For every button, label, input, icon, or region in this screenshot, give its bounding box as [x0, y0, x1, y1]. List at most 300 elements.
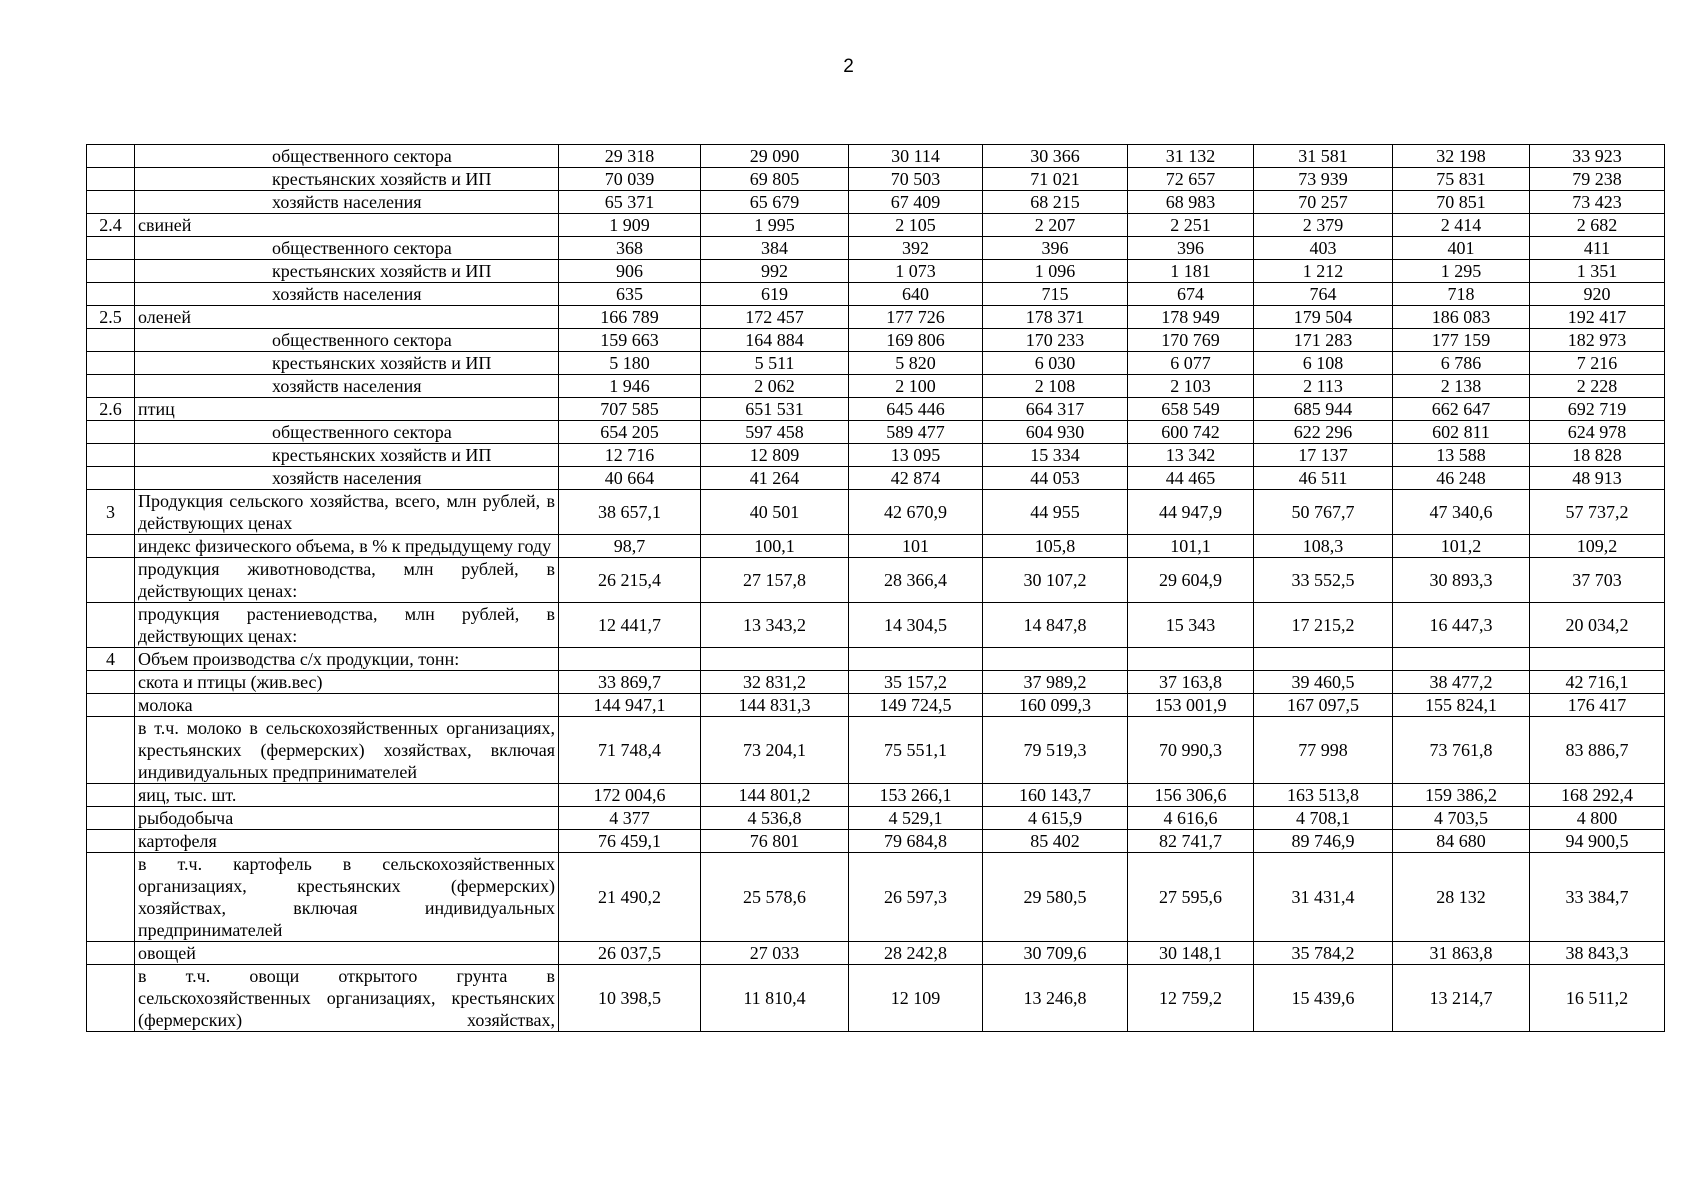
value-cell: 177 726 [849, 306, 983, 329]
value-cell: 15 439,6 [1254, 965, 1393, 1032]
value-cell: 396 [983, 237, 1128, 260]
value-cell: 30 893,3 [1393, 558, 1530, 603]
value-cell: 76 459,1 [559, 830, 701, 853]
value-cell: 186 083 [1393, 306, 1530, 329]
value-cell: 13 214,7 [1393, 965, 1530, 1032]
value-cell: 85 402 [983, 830, 1128, 853]
value-cell: 392 [849, 237, 983, 260]
table-row [87, 421, 1665, 444]
table-body [87, 145, 1665, 1032]
value-cell: 635 [559, 283, 701, 306]
row-number [87, 965, 135, 1032]
value-cell [983, 648, 1128, 671]
value-cell: 920 [1530, 283, 1665, 306]
value-cell: 160 099,3 [983, 694, 1128, 717]
value-cell: 167 097,5 [1254, 694, 1393, 717]
value-cell: 13 342 [1128, 444, 1254, 467]
value-cell: 384 [701, 237, 849, 260]
value-cell: 176 417 [1530, 694, 1665, 717]
value-cell: 69 805 [701, 168, 849, 191]
table-row [87, 283, 1665, 306]
row-indicator-name: хозяйств населения [135, 375, 559, 398]
table-row [87, 467, 1665, 490]
value-cell [849, 648, 983, 671]
table-row [87, 352, 1665, 375]
value-cell: 149 724,5 [849, 694, 983, 717]
value-cell: 654 205 [559, 421, 701, 444]
value-cell: 718 [1393, 283, 1530, 306]
table-row [87, 444, 1665, 467]
value-cell [1530, 648, 1665, 671]
value-cell: 73 423 [1530, 191, 1665, 214]
value-cell: 28 366,4 [849, 558, 983, 603]
value-cell: 39 460,5 [1254, 671, 1393, 694]
row-indicator-name: хозяйств населения [135, 467, 559, 490]
value-cell: 31 132 [1128, 145, 1254, 168]
value-cell: 2 207 [983, 214, 1128, 237]
value-cell: 153 266,1 [849, 784, 983, 807]
value-cell: 2 379 [1254, 214, 1393, 237]
value-cell: 44 053 [983, 467, 1128, 490]
value-cell: 101,2 [1393, 535, 1530, 558]
table-row [87, 942, 1665, 965]
value-cell: 31 431,4 [1254, 853, 1393, 942]
row-number [87, 168, 135, 191]
value-cell: 14 304,5 [849, 603, 983, 648]
value-cell: 179 504 [1254, 306, 1393, 329]
value-cell: 42 874 [849, 467, 983, 490]
value-cell: 153 001,9 [1128, 694, 1254, 717]
value-cell: 30 107,2 [983, 558, 1128, 603]
row-number [87, 421, 135, 444]
value-cell: 177 159 [1393, 329, 1530, 352]
value-cell: 101 [849, 535, 983, 558]
row-indicator-name: хозяйств населения [135, 191, 559, 214]
value-cell: 764 [1254, 283, 1393, 306]
value-cell: 4 703,5 [1393, 807, 1530, 830]
row-indicator-name: оленей [135, 306, 559, 329]
value-cell: 4 529,1 [849, 807, 983, 830]
value-cell: 1 096 [983, 260, 1128, 283]
table-row [87, 375, 1665, 398]
value-cell: 27 595,6 [1128, 853, 1254, 942]
value-cell: 2 105 [849, 214, 983, 237]
value-cell: 368 [559, 237, 701, 260]
value-cell: 1 351 [1530, 260, 1665, 283]
value-cell: 30 148,1 [1128, 942, 1254, 965]
value-cell: 144 801,2 [701, 784, 849, 807]
row-number [87, 467, 135, 490]
value-cell: 89 746,9 [1254, 830, 1393, 853]
value-cell: 692 719 [1530, 398, 1665, 421]
value-cell: 6 077 [1128, 352, 1254, 375]
value-cell: 2 682 [1530, 214, 1665, 237]
value-cell: 30 114 [849, 145, 983, 168]
table-row [87, 191, 1665, 214]
row-number [87, 535, 135, 558]
row-number [87, 375, 135, 398]
value-cell: 1 946 [559, 375, 701, 398]
value-cell: 12 759,2 [1128, 965, 1254, 1032]
value-cell: 70 851 [1393, 191, 1530, 214]
row-number [87, 830, 135, 853]
value-cell: 105,8 [983, 535, 1128, 558]
value-cell: 70 039 [559, 168, 701, 191]
table-row [87, 965, 1665, 1032]
table-row [87, 168, 1665, 191]
value-cell: 2 108 [983, 375, 1128, 398]
row-indicator-name: рыбодобыча [135, 807, 559, 830]
value-cell: 6 108 [1254, 352, 1393, 375]
value-cell: 4 615,9 [983, 807, 1128, 830]
value-cell: 17 137 [1254, 444, 1393, 467]
value-cell: 5 511 [701, 352, 849, 375]
row-indicator-name: молока [135, 694, 559, 717]
value-cell: 164 884 [701, 329, 849, 352]
value-cell: 73 204,1 [701, 717, 849, 784]
value-cell: 2 062 [701, 375, 849, 398]
value-cell: 15 343 [1128, 603, 1254, 648]
value-cell: 707 585 [559, 398, 701, 421]
value-cell: 37 163,8 [1128, 671, 1254, 694]
value-cell: 2 103 [1128, 375, 1254, 398]
value-cell: 1 181 [1128, 260, 1254, 283]
row-indicator-name: скота и птицы (жив.вес) [135, 671, 559, 694]
row-indicator-name: картофеля [135, 830, 559, 853]
value-cell [1393, 648, 1530, 671]
value-cell: 32 831,2 [701, 671, 849, 694]
value-cell [701, 648, 849, 671]
value-cell: 26 215,4 [559, 558, 701, 603]
value-cell: 42 716,1 [1530, 671, 1665, 694]
value-cell: 73 939 [1254, 168, 1393, 191]
value-cell: 40 501 [701, 490, 849, 535]
value-cell: 77 998 [1254, 717, 1393, 784]
table-row [87, 490, 1665, 535]
table-row [87, 306, 1665, 329]
row-number [87, 853, 135, 942]
value-cell: 44 947,9 [1128, 490, 1254, 535]
row-indicator-name: крестьянских хозяйств и ИП [135, 260, 559, 283]
value-cell: 13 343,2 [701, 603, 849, 648]
value-cell: 166 789 [559, 306, 701, 329]
row-number: 2.6 [87, 398, 135, 421]
value-cell: 1 212 [1254, 260, 1393, 283]
value-cell: 192 417 [1530, 306, 1665, 329]
row-number [87, 145, 135, 168]
value-cell: 2 414 [1393, 214, 1530, 237]
value-cell: 2 113 [1254, 375, 1393, 398]
value-cell: 172 457 [701, 306, 849, 329]
value-cell: 170 769 [1128, 329, 1254, 352]
row-indicator-name: Объем производства с/х продукции, тонн: [135, 648, 559, 671]
value-cell: 715 [983, 283, 1128, 306]
value-cell: 16 447,3 [1393, 603, 1530, 648]
value-cell: 44 955 [983, 490, 1128, 535]
value-cell: 396 [1128, 237, 1254, 260]
value-cell: 170 233 [983, 329, 1128, 352]
value-cell: 1 295 [1393, 260, 1530, 283]
value-cell: 28 132 [1393, 853, 1530, 942]
table-row [87, 535, 1665, 558]
value-cell: 29 604,9 [1128, 558, 1254, 603]
value-cell: 75 831 [1393, 168, 1530, 191]
value-cell: 12 716 [559, 444, 701, 467]
value-cell: 619 [701, 283, 849, 306]
value-cell [559, 648, 701, 671]
table-row [87, 648, 1665, 671]
value-cell: 664 317 [983, 398, 1128, 421]
value-cell: 76 801 [701, 830, 849, 853]
value-cell: 101,1 [1128, 535, 1254, 558]
value-cell: 29 318 [559, 145, 701, 168]
table-row [87, 558, 1665, 603]
table-row [87, 694, 1665, 717]
value-cell: 6 786 [1393, 352, 1530, 375]
value-cell: 98,7 [559, 535, 701, 558]
value-cell: 57 737,2 [1530, 490, 1665, 535]
row-number [87, 444, 135, 467]
value-cell: 33 384,7 [1530, 853, 1665, 942]
value-cell: 12 809 [701, 444, 849, 467]
value-cell: 73 761,8 [1393, 717, 1530, 784]
value-cell: 2 138 [1393, 375, 1530, 398]
row-indicator-name: продукция животноводства, млн рублей, в действующих ценах: [135, 558, 559, 603]
value-cell: 28 242,8 [849, 942, 983, 965]
value-cell: 35 784,2 [1254, 942, 1393, 965]
row-indicator-name: общественного сектора [135, 329, 559, 352]
table-row [87, 853, 1665, 942]
row-number [87, 352, 135, 375]
value-cell: 33 552,5 [1254, 558, 1393, 603]
value-cell: 169 806 [849, 329, 983, 352]
table-row [87, 717, 1665, 784]
row-indicator-name: индекс физического объема, в % к предыдущему году [135, 535, 559, 558]
value-cell: 906 [559, 260, 701, 283]
value-cell: 109,2 [1530, 535, 1665, 558]
value-cell: 1 073 [849, 260, 983, 283]
value-cell: 100,1 [701, 535, 849, 558]
value-cell: 163 513,8 [1254, 784, 1393, 807]
row-number [87, 237, 135, 260]
value-cell: 38 477,2 [1393, 671, 1530, 694]
value-cell: 645 446 [849, 398, 983, 421]
table-row [87, 329, 1665, 352]
value-cell: 651 531 [701, 398, 849, 421]
page-number: 2 [843, 56, 854, 77]
table-row [87, 260, 1665, 283]
row-number [87, 942, 135, 965]
value-cell: 71 021 [983, 168, 1128, 191]
row-number [87, 260, 135, 283]
value-cell: 602 811 [1393, 421, 1530, 444]
value-cell: 155 824,1 [1393, 694, 1530, 717]
value-cell: 622 296 [1254, 421, 1393, 444]
value-cell: 13 095 [849, 444, 983, 467]
value-cell: 2 100 [849, 375, 983, 398]
value-cell: 4 377 [559, 807, 701, 830]
value-cell: 47 340,6 [1393, 490, 1530, 535]
value-cell: 992 [701, 260, 849, 283]
row-number [87, 191, 135, 214]
value-cell: 12 441,7 [559, 603, 701, 648]
value-cell: 33 869,7 [559, 671, 701, 694]
row-number [87, 283, 135, 306]
value-cell: 178 371 [983, 306, 1128, 329]
value-cell [1128, 648, 1254, 671]
row-indicator-name: свиней [135, 214, 559, 237]
value-cell: 108,3 [1254, 535, 1393, 558]
row-indicator-name: овощей [135, 942, 559, 965]
value-cell: 37 703 [1530, 558, 1665, 603]
row-indicator-name: общественного сектора [135, 145, 559, 168]
row-number [87, 329, 135, 352]
value-cell: 10 398,5 [559, 965, 701, 1032]
row-number: 3 [87, 490, 135, 535]
row-indicator-name: продукция растениеводства, млн рублей, в действующих ценах: [135, 603, 559, 648]
table-row [87, 807, 1665, 830]
value-cell: 144 947,1 [559, 694, 701, 717]
value-cell: 156 306,6 [1128, 784, 1254, 807]
row-indicator-name: в т.ч. молоко в сельскохозяйственных организациях, крестьянских (фермерских) хозяйствах, включая индивидуальных предпринимателей [135, 717, 559, 784]
value-cell: 71 748,4 [559, 717, 701, 784]
value-cell: 30 366 [983, 145, 1128, 168]
value-cell: 68 983 [1128, 191, 1254, 214]
value-cell: 658 549 [1128, 398, 1254, 421]
value-cell: 16 511,2 [1530, 965, 1665, 1032]
table-row [87, 145, 1665, 168]
table-row [87, 214, 1665, 237]
row-number [87, 717, 135, 784]
value-cell: 75 551,1 [849, 717, 983, 784]
statistics-table [86, 144, 1665, 1032]
table-row [87, 603, 1665, 648]
value-cell: 182 973 [1530, 329, 1665, 352]
table-row [87, 784, 1665, 807]
value-cell: 21 490,2 [559, 853, 701, 942]
row-indicator-name: Продукция сельского хозяйства, всего, млн рублей, в действующих ценах [135, 490, 559, 535]
value-cell: 26 037,5 [559, 942, 701, 965]
value-cell: 18 828 [1530, 444, 1665, 467]
table-row [87, 830, 1665, 853]
value-cell: 30 709,6 [983, 942, 1128, 965]
value-cell: 401 [1393, 237, 1530, 260]
value-cell: 40 664 [559, 467, 701, 490]
value-cell: 624 978 [1530, 421, 1665, 444]
row-indicator-name: яиц, тыс. шт. [135, 784, 559, 807]
value-cell: 159 663 [559, 329, 701, 352]
value-cell: 13 588 [1393, 444, 1530, 467]
value-cell: 403 [1254, 237, 1393, 260]
value-cell: 589 477 [849, 421, 983, 444]
value-cell: 38 843,3 [1530, 942, 1665, 965]
value-cell: 67 409 [849, 191, 983, 214]
value-cell: 27 157,8 [701, 558, 849, 603]
value-cell: 25 578,6 [701, 853, 849, 942]
value-cell: 5 820 [849, 352, 983, 375]
value-cell: 70 257 [1254, 191, 1393, 214]
row-indicator-name: крестьянских хозяйств и ИП [135, 168, 559, 191]
value-cell: 82 741,7 [1128, 830, 1254, 853]
value-cell: 32 198 [1393, 145, 1530, 168]
value-cell: 37 989,2 [983, 671, 1128, 694]
row-indicator-name: общественного сектора [135, 237, 559, 260]
value-cell: 172 004,6 [559, 784, 701, 807]
value-cell: 41 264 [701, 467, 849, 490]
value-cell: 46 248 [1393, 467, 1530, 490]
value-cell: 674 [1128, 283, 1254, 306]
value-cell: 17 215,2 [1254, 603, 1393, 648]
row-number [87, 807, 135, 830]
value-cell: 94 900,5 [1530, 830, 1665, 853]
row-number: 2.5 [87, 306, 135, 329]
row-indicator-name: птиц [135, 398, 559, 421]
value-cell: 144 831,3 [701, 694, 849, 717]
value-cell: 12 109 [849, 965, 983, 1032]
value-cell: 84 680 [1393, 830, 1530, 853]
row-indicator-name: крестьянских хозяйств и ИП [135, 444, 559, 467]
value-cell: 411 [1530, 237, 1665, 260]
value-cell [1254, 648, 1393, 671]
value-cell: 46 511 [1254, 467, 1393, 490]
row-indicator-name: хозяйств населения [135, 283, 559, 306]
value-cell: 65 679 [701, 191, 849, 214]
value-cell: 15 334 [983, 444, 1128, 467]
value-cell: 4 536,8 [701, 807, 849, 830]
value-cell: 42 670,9 [849, 490, 983, 535]
value-cell: 29 090 [701, 145, 849, 168]
value-cell: 7 216 [1530, 352, 1665, 375]
value-cell: 4 708,1 [1254, 807, 1393, 830]
value-cell: 27 033 [701, 942, 849, 965]
value-cell: 604 930 [983, 421, 1128, 444]
table-row [87, 398, 1665, 421]
value-cell: 600 742 [1128, 421, 1254, 444]
value-cell: 2 228 [1530, 375, 1665, 398]
value-cell: 4 616,6 [1128, 807, 1254, 830]
row-indicator-name: в т.ч. картофель в сельскохозяйственных организациях, крестьянских (фермерских) хозяйствах, включая индивидуальных предпринимателей [135, 853, 559, 942]
value-cell: 31 863,8 [1393, 942, 1530, 965]
value-cell: 160 143,7 [983, 784, 1128, 807]
value-cell: 178 949 [1128, 306, 1254, 329]
value-cell: 83 886,7 [1530, 717, 1665, 784]
row-number [87, 784, 135, 807]
value-cell: 68 215 [983, 191, 1128, 214]
value-cell: 662 647 [1393, 398, 1530, 421]
value-cell: 33 923 [1530, 145, 1665, 168]
value-cell: 159 386,2 [1393, 784, 1530, 807]
value-cell: 1 995 [701, 214, 849, 237]
row-indicator-name: общественного сектора [135, 421, 559, 444]
value-cell: 5 180 [559, 352, 701, 375]
value-cell: 31 581 [1254, 145, 1393, 168]
value-cell: 44 465 [1128, 467, 1254, 490]
value-cell: 38 657,1 [559, 490, 701, 535]
value-cell: 4 800 [1530, 807, 1665, 830]
row-number [87, 671, 135, 694]
value-cell: 79 519,3 [983, 717, 1128, 784]
value-cell: 2 251 [1128, 214, 1254, 237]
table-row [87, 237, 1665, 260]
value-cell: 597 458 [701, 421, 849, 444]
value-cell: 35 157,2 [849, 671, 983, 694]
value-cell: 72 657 [1128, 168, 1254, 191]
value-cell: 26 597,3 [849, 853, 983, 942]
value-cell: 29 580,5 [983, 853, 1128, 942]
row-number [87, 694, 135, 717]
value-cell: 20 034,2 [1530, 603, 1665, 648]
value-cell: 14 847,8 [983, 603, 1128, 648]
